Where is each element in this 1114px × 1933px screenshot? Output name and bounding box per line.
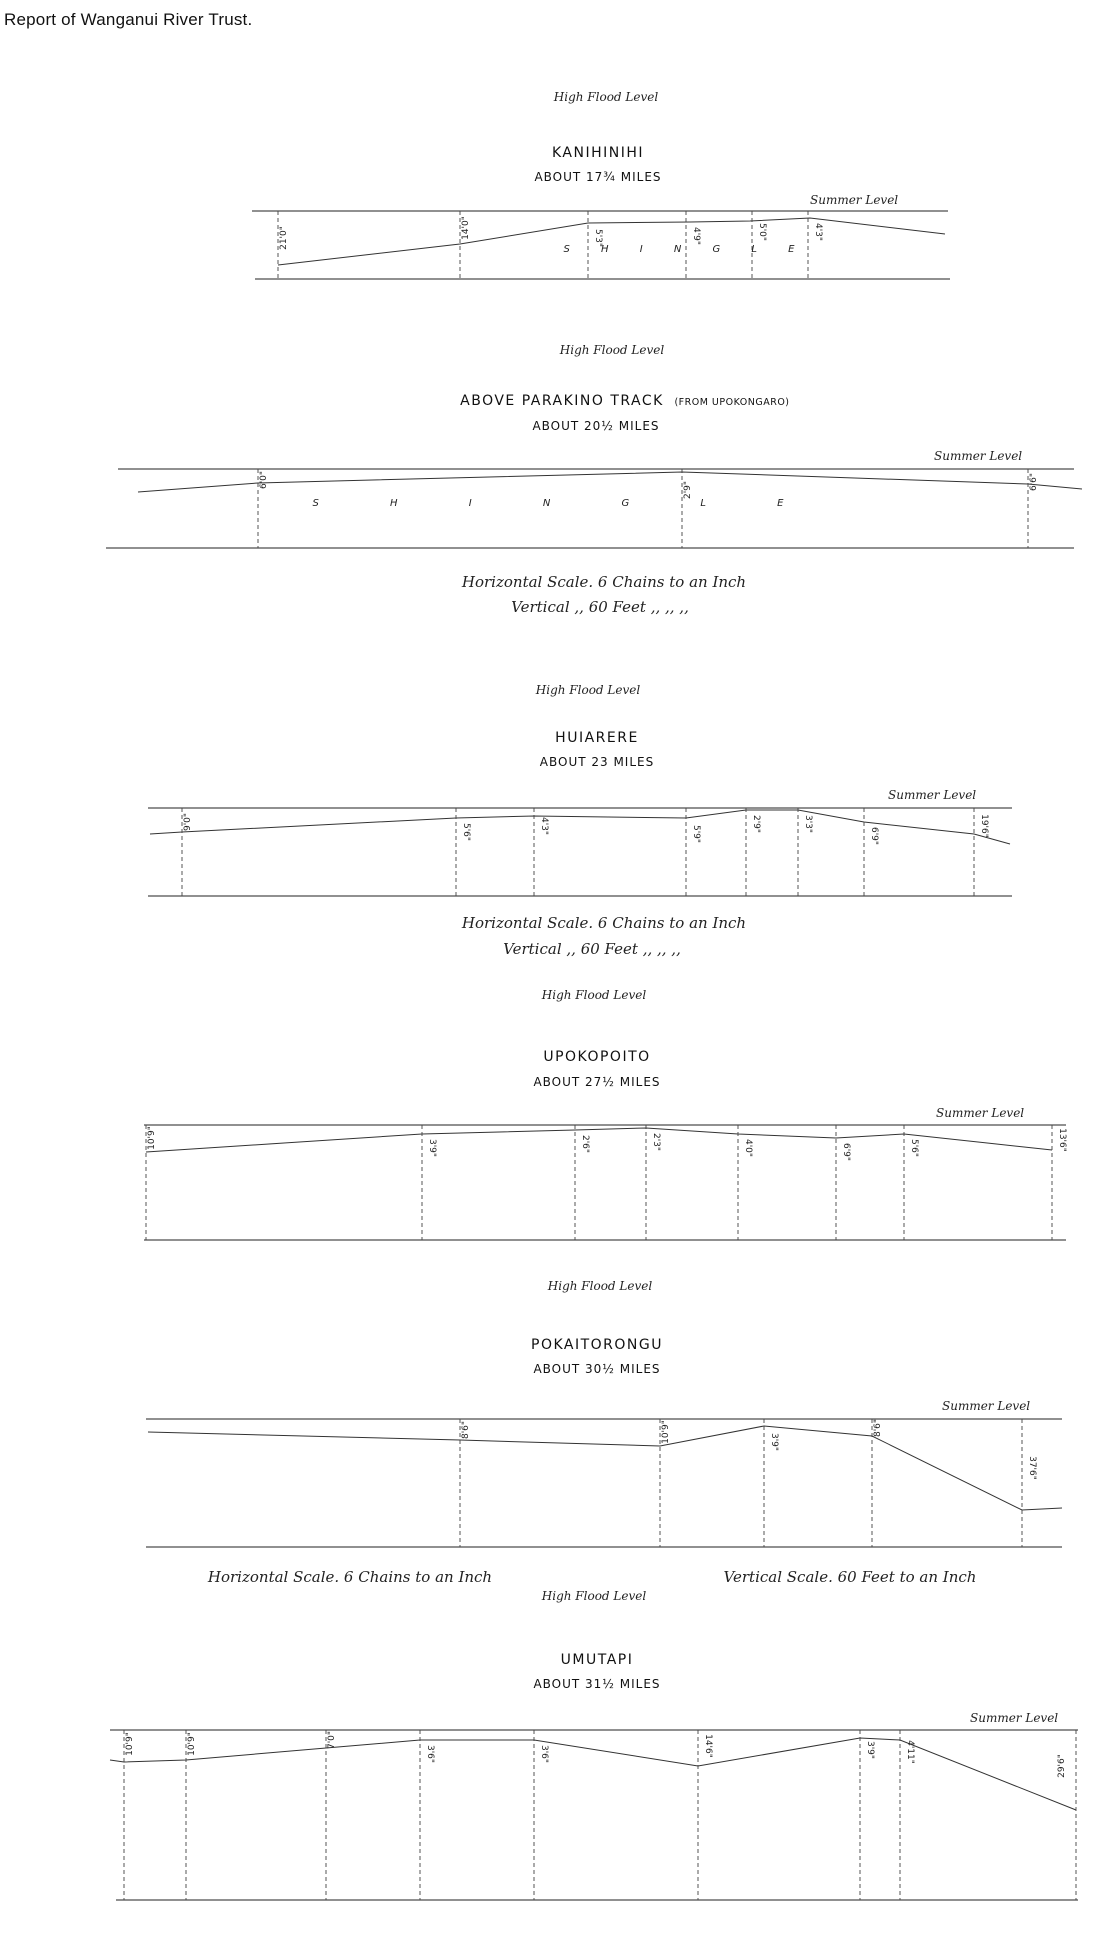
vertical-scale-note: Vertical ,, 60 Feet ,, ,, ,, (511, 598, 689, 616)
horizontal-scale-note: Horizontal Scale. 6 Chains to an Inch (207, 1568, 493, 1586)
sounding-value: 4'11" (905, 1740, 915, 1764)
sounding-value: 4'0" (743, 1138, 753, 1158)
sounding-value: 29'6" (1057, 1754, 1067, 1778)
sounding-value: 4'3" (539, 816, 549, 836)
sounding-value: 10'9" (187, 1732, 197, 1756)
sounding-value: 2'6" (580, 1134, 590, 1154)
section-distance: ABOUT 31½ MILES (533, 1677, 661, 1691)
sounding-value: 3'6" (425, 1744, 435, 1764)
river-bed-profile (138, 472, 1082, 492)
vertical-scale-note: Vertical Scale. 60 Feet to an Inch (723, 1568, 977, 1586)
sounding-value: 2'3" (651, 1132, 661, 1152)
high-flood-level-label: High Flood Level (547, 1279, 653, 1293)
summer-level-label: Summer Level (942, 1399, 1031, 1413)
sounding-value: 3'6" (539, 1744, 549, 1764)
section-title: UMUTAPI (560, 1652, 634, 1668)
sounding-value: 5'9" (691, 824, 701, 844)
river-bed-profile (278, 218, 945, 265)
section-upokopoito (144, 988, 1067, 1240)
sounding-value: 2'9" (751, 814, 761, 834)
sounding-value: 2'9" (683, 480, 693, 500)
sounding-value: 8'6" (873, 1418, 883, 1438)
sounding-value: 8'6" (461, 1420, 471, 1440)
sounding-value: 3'9" (769, 1432, 779, 1452)
sounding-value: 3'3" (803, 814, 813, 834)
horizontal-scale-note: Horizontal Scale. 6 Chains to an Inch (461, 914, 747, 932)
page-title: Report of Wanganui River Trust. (4, 10, 253, 29)
summer-level-label: Summer Level (810, 193, 899, 207)
high-flood-level-label: High Flood Level (535, 683, 641, 697)
bed-material-label: S H I N G L E (563, 244, 809, 255)
section-huiarere (148, 683, 1012, 958)
horizontal-scale-note: Horizontal Scale. 6 Chains to an Inch (461, 573, 747, 591)
section-kanihinihi (252, 90, 950, 279)
section-title: KANIHINIHI (551, 145, 645, 161)
high-flood-level-label: High Flood Level (541, 988, 647, 1002)
river-bed-profile (110, 1738, 1076, 1810)
vertical-scale-note: Vertical ,, 60 Feet ,, ,, ,, (503, 940, 681, 958)
section-distance: ABOUT 17¾ MILES (534, 170, 662, 184)
summer-level-label: Summer Level (936, 1106, 1025, 1120)
sounding-value: 14'6" (703, 1734, 713, 1758)
sounding-value: 6'6" (1029, 472, 1039, 492)
sounding-value: 3'9" (865, 1740, 875, 1760)
section-pokaitorongu (146, 1279, 1062, 1586)
sounding-value: 13'6" (1057, 1128, 1067, 1152)
river-bed-profile (148, 1426, 1062, 1510)
section-distance: ABOUT 30½ MILES (533, 1362, 661, 1376)
sounding-value: 6'9" (869, 826, 879, 846)
sounding-value: 21'0" (279, 226, 289, 250)
bed-material-label: S H I N G L E (312, 498, 818, 509)
section-title: HUIARERE (555, 730, 639, 746)
section-above-parakino-track (106, 343, 1082, 616)
sounding-value: 10'9" (661, 1420, 671, 1444)
sounding-value: 19'6" (979, 814, 989, 838)
sounding-value: 6'9" (841, 1142, 851, 1162)
sounding-value: 4'9" (691, 226, 701, 246)
sounding-value: 4'3" (813, 222, 823, 242)
sounding-value: 37'6" (1027, 1456, 1037, 1480)
river-bed-profile (150, 810, 1010, 844)
section-distance: ABOUT 27½ MILES (533, 1075, 661, 1089)
sounding-value: 5'6" (909, 1138, 919, 1158)
sounding-value: 10'9" (147, 1126, 157, 1150)
sounding-value: 5'6" (461, 822, 471, 842)
sounding-value: 3'9" (427, 1138, 437, 1158)
sounding-value: 6'0" (259, 470, 269, 490)
high-flood-level-label: High Flood Level (559, 343, 665, 357)
section-title: UPOKOPOITO (543, 1049, 651, 1065)
high-flood-level-label: High Flood Level (553, 90, 659, 104)
section-title: POKAITORONGU (531, 1337, 663, 1353)
section-umutapi (110, 1589, 1078, 1900)
high-flood-level-label: High Flood Level (541, 1589, 647, 1603)
sounding-value: 14'0" (461, 216, 471, 240)
sounding-value: 5'0" (757, 222, 767, 242)
summer-level-label: Summer Level (970, 1711, 1059, 1725)
sounding-value: 9'0" (183, 812, 193, 832)
section-distance: ABOUT 20½ MILES (532, 419, 660, 433)
summer-level-label: Summer Level (934, 449, 1023, 463)
sounding-value: 10'9" (125, 1732, 135, 1756)
sounding-value: 5'3" (593, 228, 603, 248)
summer-level-label: Summer Level (888, 788, 977, 802)
section-note: (FROM UPOKONGARO) (674, 397, 790, 408)
sounding-value: 7'0" (327, 1730, 337, 1750)
section-title: ABOVE PARAKINO TRACK (460, 393, 664, 409)
section-distance: ABOUT 23 MILES (539, 755, 655, 769)
